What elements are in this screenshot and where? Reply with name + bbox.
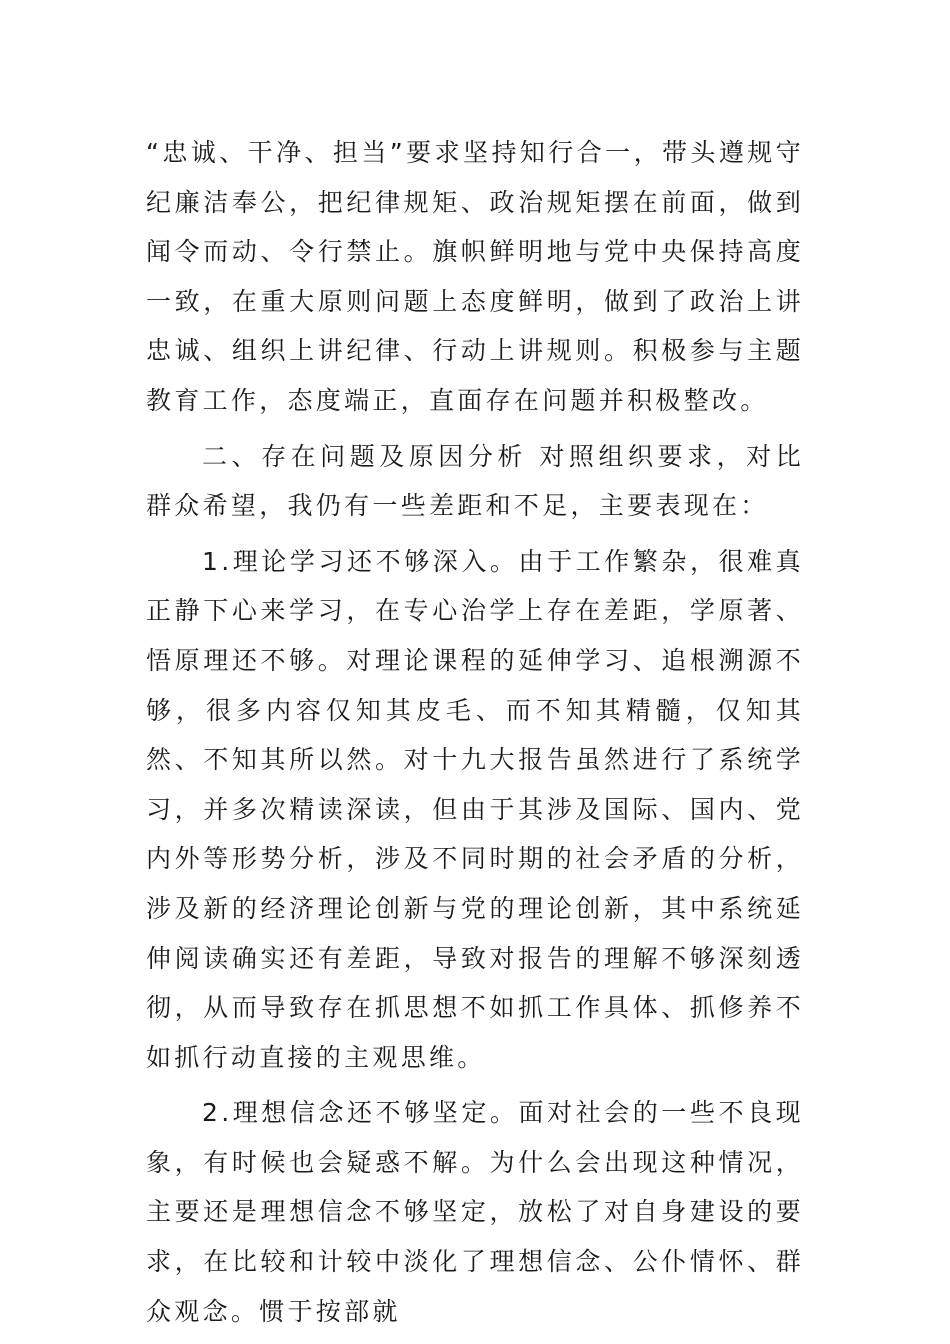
- paragraph-item-1: 1.理论学习还不够深入。由于工作繁杂，很难真正静下心来学习，在专心治学上存在差距，学原著、悟原理还不够。对理论课程的延伸学习、追根溯源不够，很多内容仅知其皮毛、而不知其精髓，仅知其然、不知其所以然。对十九大报告虽然进行了系统学习，并多次精读深读，但由于其涉及国际、国内、党内外等形势分析，涉及不同时期的社会矛盾的分析，涉及新的经济理论创新与党的理论创新，其中系统延伸阅读确实还有差距，导致对报告的理解不够深刻透彻，从而导致存在抓思想不如抓工作具体、抓修养不如抓行动直接的主观思维。: [146, 546, 804, 1072]
- paragraph-section-heading: 二、存在问题及原因分析 对照组织要求，对比群众希望，我仍有一些差距和不足，主要表现在：: [146, 441, 804, 521]
- document-body: [146, 128, 804, 1336]
- paragraph-item-2: 2.理想信念还不够坚定。面对社会的一些不良现象，有时候也会疑惑不解。为什么会出现这种情况，主要还是理想信念不够坚定，放松了对自身建设的要求，在比较和计较中淡化了理想信念、公仆情怀、群众观念。惯于按部就: [146, 1098, 804, 1326]
- paragraph-continuation: “忠诚、干净、担当”要求坚持知行合一，带头遵规守纪廉洁奉公，把纪律规矩、政治规矩摆在前面，做到闻令而动、令行禁止。旗帜鲜明地与党中央保持高度一致，在重大原则问题上态度鲜明，做到了政治上讲忠诚、组织上讲纪律、行动上讲规则。积极参与主题教育工作，态度端正，直面存在问题并积极整改。: [146, 138, 804, 415]
